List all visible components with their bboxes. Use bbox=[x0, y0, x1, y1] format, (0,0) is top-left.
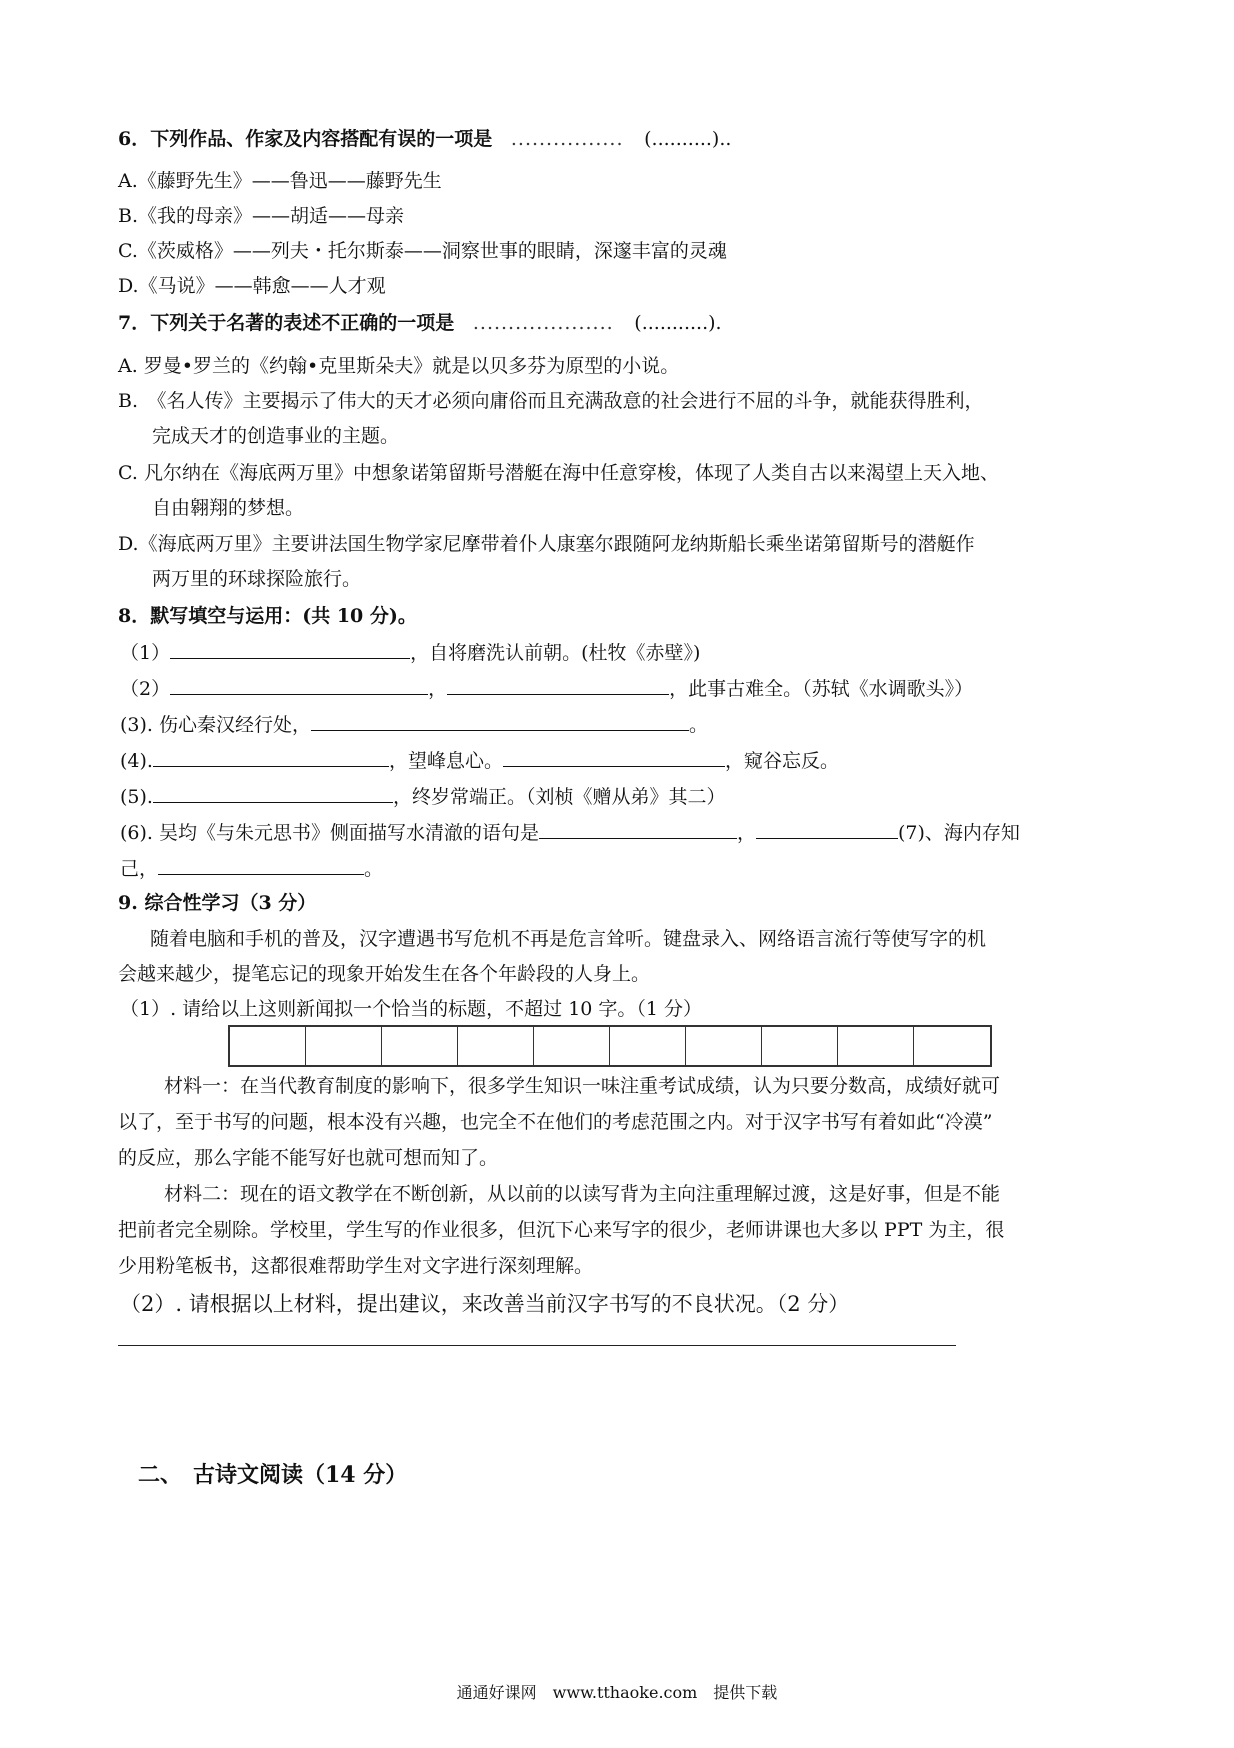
q6-option-b: B.《我的母亲》——胡适——母亲 bbox=[118, 205, 405, 227]
q9-sub1: （1）. 请给以上这则新闻拟一个恰当的标题，不超过 10 字。（1 分） bbox=[120, 998, 703, 1020]
q6-option-d: D.《马说》——韩愈——人才观 bbox=[118, 275, 386, 297]
fill-blank-2b[interactable] bbox=[447, 676, 669, 695]
q9-paragraph-line2: 会越来越少，提笔忘记的现象开始发生在各个年龄段的人身上。 bbox=[118, 963, 651, 985]
q6-option-a: A.《藤野先生》——鲁迅——藤野先生 bbox=[118, 170, 442, 192]
q8-line7-end: 。 bbox=[364, 858, 384, 880]
fill-blank-1[interactable] bbox=[170, 640, 410, 659]
q7-option-c-line1: C. 凡尔纳在《海底两万里》中想象诺第留斯号潜艇在海中任意穿梭，体现了人类自古以来渴望上天入地、 bbox=[118, 462, 999, 484]
q7-option-b-line1: B. 《名人传》主要揭示了伟大的天才必须向庸俗而且充满敌意的社会进行不屈的斗争，就能获得胜利， bbox=[118, 390, 984, 412]
title-answer-grid[interactable] bbox=[228, 1025, 992, 1067]
q6-stem-line bbox=[118, 128, 731, 151]
q8-line2-comma: ， bbox=[428, 678, 448, 700]
material-2-line1: 材料二：现在的语文教学在不断创新，从以前的以读写背为主向注重理解过渡，这是好事，但是不能 bbox=[164, 1183, 1001, 1205]
material-1-line2: 以了，至于书写的问题，根本没有兴趣，也完全不在他们的考虑范围之内。对于汉字书写有着如此“冷漠” bbox=[118, 1111, 993, 1133]
fill-blank-6b[interactable] bbox=[756, 820, 898, 839]
grid-cell[interactable] bbox=[306, 1027, 382, 1065]
fill-blank-4a[interactable] bbox=[153, 748, 389, 767]
q8-line5-label: (5). bbox=[120, 786, 153, 808]
fill-blank-3[interactable] bbox=[311, 712, 689, 731]
q8-line4-text2: 窥谷忘反。 bbox=[743, 750, 839, 772]
fill-blank-5[interactable] bbox=[153, 784, 393, 803]
fill-blank-4b[interactable] bbox=[503, 748, 725, 767]
q7-option-d-line2: 两万里的环球探险旅行。 bbox=[152, 568, 362, 590]
q8-line-4 bbox=[120, 748, 839, 773]
q8-line6-text: (6). 吴均《与朱元思书》侧面描写水清澈的语句是 bbox=[120, 822, 539, 844]
grid-cell[interactable] bbox=[610, 1027, 686, 1065]
q8-line-1 bbox=[120, 640, 700, 665]
page-footer: 通通好课网 www.tthaoke.com 提供下载 bbox=[456, 1683, 778, 1702]
q8-line1-label: （1） bbox=[120, 642, 171, 664]
fill-blank-6a[interactable] bbox=[539, 820, 737, 839]
q7-option-c-line2: 自由翱翔的梦想。 bbox=[152, 497, 305, 519]
grid-cell[interactable] bbox=[534, 1027, 610, 1065]
fill-blank-7[interactable] bbox=[158, 856, 364, 875]
q8-line-7 bbox=[120, 856, 383, 881]
grid-cell[interactable] bbox=[230, 1027, 306, 1065]
q6-option-c: C.《茨威格》——列夫・托尔斯泰——洞察世事的眼睛，深邃丰富的灵魂 bbox=[118, 240, 727, 262]
q7-option-d-line1: D.《海底两万里》主要讲法国生物学家尼摩带着仆人康塞尔跟随阿龙纳斯船长乘坐诺第留斯号的潜艇作 bbox=[118, 533, 975, 555]
q6-dots: ................ bbox=[510, 128, 624, 150]
q7-option-a: A. 罗曼•罗兰的《约翰•克里斯朵夫》就是以贝多芬为原型的小说。 bbox=[118, 355, 680, 377]
q8-line6-comma: ， bbox=[737, 822, 757, 844]
q8-line-3 bbox=[120, 712, 708, 737]
grid-cell[interactable] bbox=[458, 1027, 534, 1065]
grid-cell[interactable] bbox=[914, 1027, 990, 1065]
q8-line-5 bbox=[120, 784, 725, 809]
q8-line3-end: 。 bbox=[689, 714, 709, 736]
q9-sub2: （2）. 请根据以上材料，提出建议，来改善当前汉字书写的不良状况。（2 分） bbox=[120, 1292, 850, 1316]
grid-cell[interactable] bbox=[686, 1027, 762, 1065]
material-1-line1: 材料一：在当代教育制度的影响下，很多学生知识一味注重考试成绩，认为只要分数高，成绩好就可 bbox=[164, 1075, 1001, 1097]
q8-line-2 bbox=[120, 676, 973, 701]
q8-line4-comma: ， bbox=[724, 750, 744, 772]
grid-cell[interactable] bbox=[762, 1027, 838, 1065]
fill-blank-2a[interactable] bbox=[170, 676, 428, 695]
grid-cell[interactable] bbox=[838, 1027, 914, 1065]
q9-title: 9. 综合性学习（3 分） bbox=[118, 892, 317, 914]
q8-line5-text: ，终岁常端正。（刘桢《赠从弟》其二） bbox=[392, 786, 726, 808]
q7-stem: 7．下列关于名著的表述不正确的一项是 bbox=[118, 312, 455, 334]
q8-line4-text: ，望峰息心。 bbox=[388, 750, 503, 772]
q8-line2-text: ，此事古难全。（苏轼《水调歌头》） bbox=[669, 678, 974, 700]
material-2-line3: 少用粉笔板书，这都很难帮助学生对文字进行深刻理解。 bbox=[118, 1255, 594, 1277]
q8-line-6 bbox=[120, 820, 1020, 845]
q8-line2-label: （2） bbox=[120, 678, 171, 700]
q7-stem-line bbox=[118, 312, 722, 335]
q7-option-b-line2: 完成天才的创造事业的主题。 bbox=[152, 425, 400, 447]
material-2-line2: 把前者完全剔除。学校里，学生写的作业很多，但沉下心来写字的很少，老师讲课也大多以 PPT 为主，很 bbox=[118, 1219, 1005, 1241]
q9-paragraph-line1: 随着电脑和手机的普及，汉字遭遇书写危机不再是危言耸听。键盘录入、网络语言流行等使写字的机 bbox=[150, 928, 987, 950]
section-2-heading: 二、 古诗文阅读（14 分） bbox=[138, 1462, 408, 1488]
q7-answer-paren: (...........). bbox=[634, 312, 722, 334]
material-1-line3: 的反应，那么字能不能写好也就可想而知了。 bbox=[118, 1147, 499, 1169]
q6-stem: 6．下列作品、作家及内容搭配有误的一项是 bbox=[118, 128, 493, 150]
answer-line[interactable] bbox=[118, 1345, 956, 1346]
q8-line4-label: (4). bbox=[120, 750, 153, 772]
grid-cell[interactable] bbox=[382, 1027, 458, 1065]
q8-line6-text2: (7)、海内存知 bbox=[898, 822, 1020, 844]
q8-line3-text: (3). 伤心秦汉经行处， bbox=[120, 714, 311, 736]
q8-line7-text: 己， bbox=[120, 858, 159, 880]
q7-dots: .................... bbox=[472, 312, 614, 334]
q6-answer-paren: (..........).. bbox=[644, 128, 732, 150]
q8-line1-text: ，自将磨洗认前朝。(杜牧《赤壁》) bbox=[410, 642, 701, 664]
q8-title: 8．默写填空与运用：(共 10 分)。 bbox=[118, 605, 417, 627]
